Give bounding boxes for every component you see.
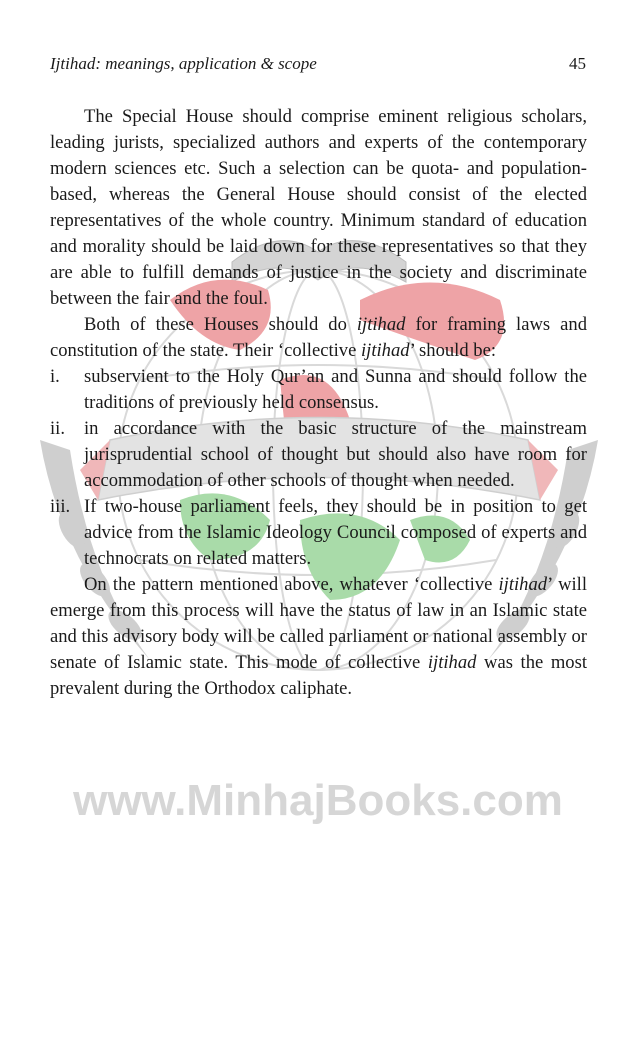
italic-term: ijtihad — [361, 340, 410, 361]
text-run: ’ should be: — [409, 340, 496, 361]
running-title: Ijtihad: meanings, application & scope — [50, 54, 317, 73]
list-item-text: If two-house parliament feels, they should be in position to get advice from the Islamic Ideology Council composed of experts and technocrats on related matters. — [84, 496, 587, 569]
text-run: was the most prevalent during the Orthodox caliphate. — [50, 652, 587, 699]
list-item-text: subservient to the Holy Qur’an and Sunna and should follow the traditions of previously held consensus. — [84, 366, 587, 413]
italic-term: ijtihad — [356, 314, 406, 335]
body-text — [50, 104, 587, 702]
running-header — [50, 54, 586, 76]
list-number: iii. — [50, 496, 71, 517]
page-number: 45 — [569, 54, 586, 73]
paragraph-pattern — [50, 572, 587, 702]
list-number: ii. — [50, 418, 65, 439]
paragraph-special-house: The Special House should comprise eminent religious scholars, leading jurists, specialized authors and experts of the contemporary modern sciences etc. Such a selection can be quota- and population-based, whereas the General House should consist of the elected representatives of the whole country. Minimum standard of education and morality should be laid down for these representatives so that they are able to fulfill demands of justice in the society and discriminate between the fair and the foul. — [50, 106, 587, 309]
list-item — [50, 364, 587, 416]
watermark-text: www.MinhajBooks.com — [73, 776, 563, 825]
text-run: ’ will emerge from this process will have the status of law in an Islamic state and this advisory body will be called parliament or national assembly or senate of Islamic state. This mode of collective — [50, 574, 588, 673]
text-run: On the pattern mentioned above, whatever ‘collective — [84, 574, 499, 595]
paragraph-both-houses — [50, 312, 587, 364]
list-item — [50, 416, 587, 494]
list-number: i. — [50, 366, 60, 387]
italic-term: ijtihad — [498, 574, 548, 595]
requirements-list — [50, 364, 587, 572]
list-item-text: in accordance with the basic structure of the mainstream jurisprudential school of thought but should also have room for accommodation of other schools of thought when needed. — [84, 418, 587, 491]
list-item — [50, 494, 587, 572]
text-run: for framing laws and constitution of the state. Their ‘collective — [50, 314, 587, 361]
text-run: Both of these Houses should do — [84, 314, 357, 335]
italic-term: ijtihad — [427, 652, 477, 673]
